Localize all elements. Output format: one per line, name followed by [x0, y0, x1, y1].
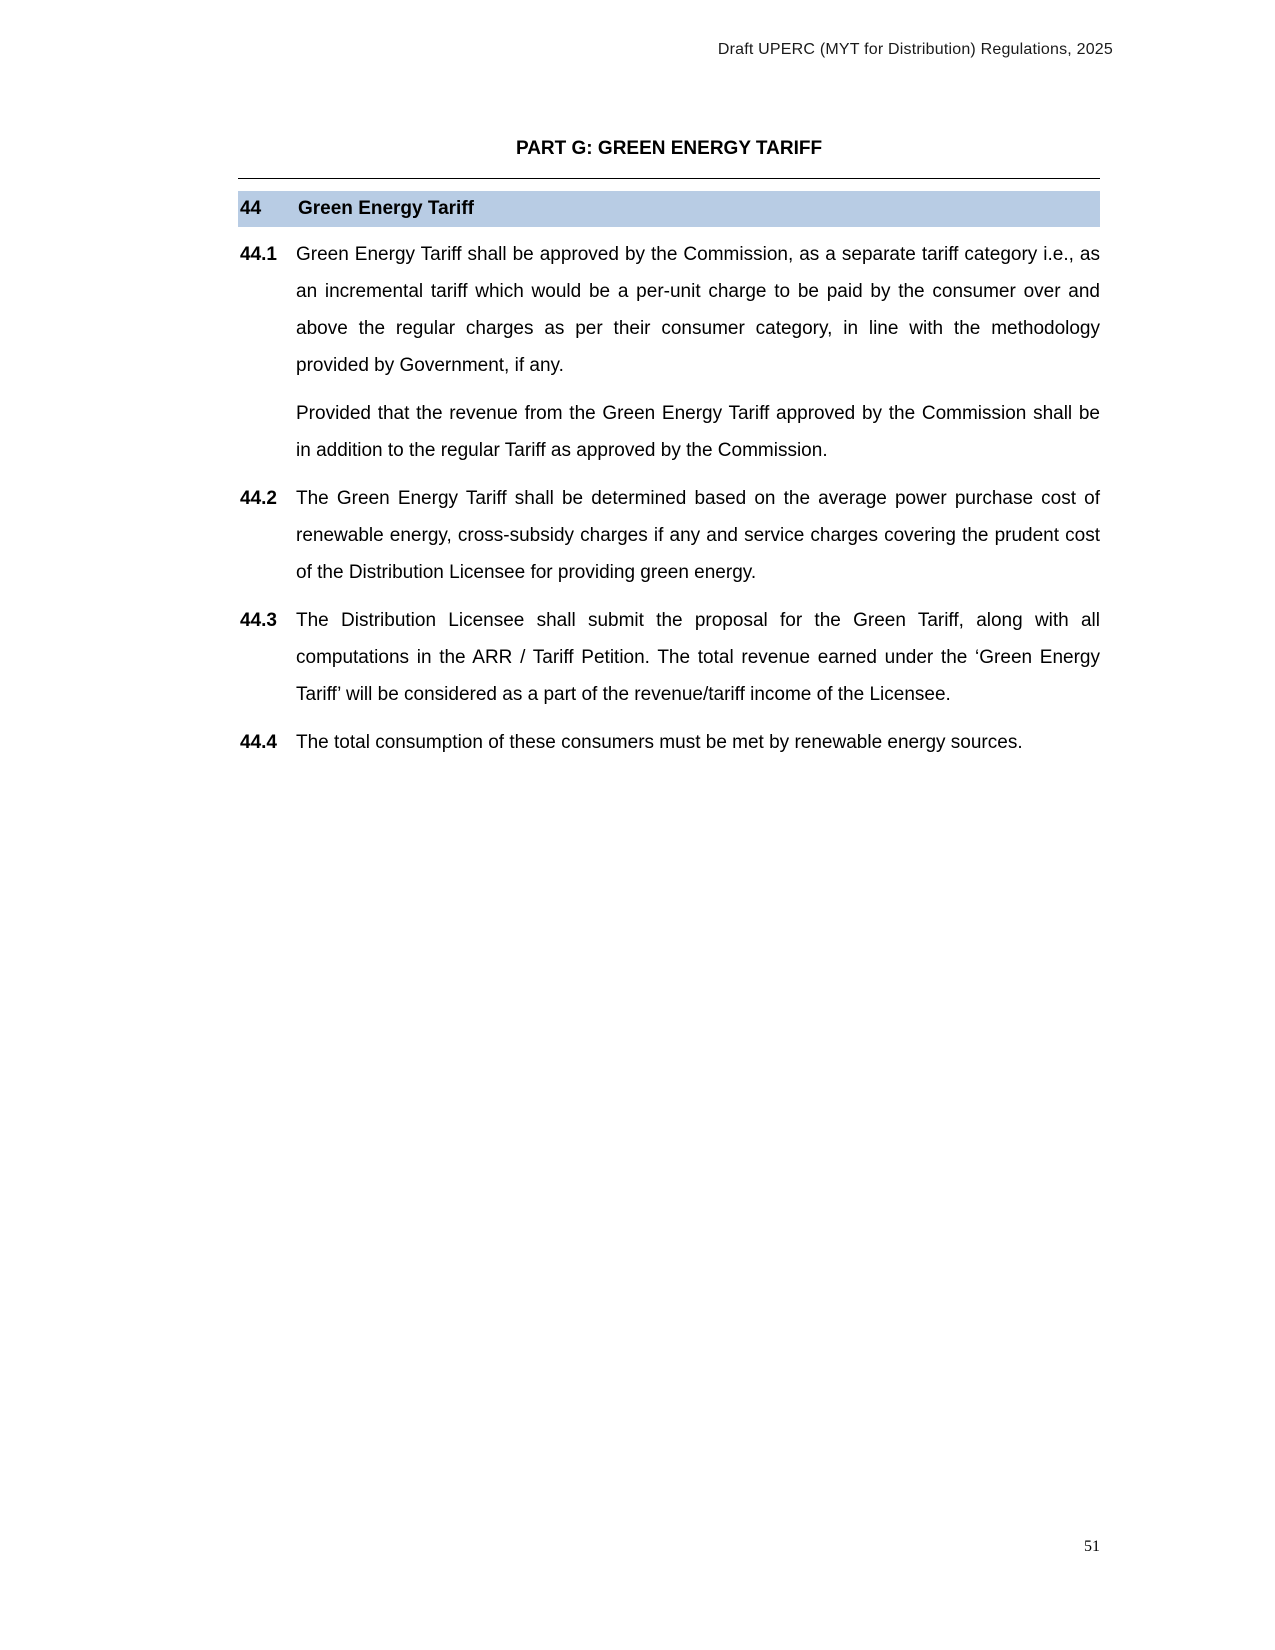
part-divider	[238, 178, 1100, 179]
part-title: PART G: GREEN ENERGY TARIFF	[515, 138, 823, 159]
clause-paragraph: The Green Energy Tariff shall be determined based on the average power purchase cost of renewable energy, cross-subsidy charges if any and service charges covering the prudent cost of the Distribution Licensee for providing green energy.	[296, 488, 1100, 583]
clause-text	[296, 724, 1100, 761]
clause-paragraph: The total consumption of these consumers must be met by renewable energy sources.	[296, 732, 1023, 753]
clause-number: 44.1	[240, 244, 277, 265]
clause-44-3	[238, 602, 1100, 713]
running-header: Draft UPERC (MYT for Distribution) Regulations, 2025	[717, 41, 1113, 58]
section-number: 44	[240, 198, 262, 219]
clause-44-4	[238, 724, 1100, 761]
clause-text	[296, 602, 1100, 713]
section-title: Green Energy Tariff	[298, 198, 474, 219]
clause-text	[296, 236, 1100, 469]
clause-number: 44.4	[240, 732, 277, 753]
clauses	[238, 236, 1100, 772]
clause-number: 44.3	[240, 610, 277, 631]
clause-paragraph: The Distribution Licensee shall submit the proposal for the Green Tariff, along with all computations in the ARR / Tariff Petition. The total revenue earned under the ‘Green Energy Tariff’ will be considered as a part of the revenue/tariff income of the Licensee.	[296, 610, 1100, 705]
clause-44-1	[238, 236, 1100, 469]
clause-number: 44.2	[240, 488, 277, 509]
clause-paragraph: Green Energy Tariff shall be approved by the Commission, as a separate tariff category i.e., as an incremental tariff which would be a per-unit charge to be paid by the consumer over and above the regular charges as per their consumer category, in line with the methodology provided by Government, if any.	[296, 244, 1100, 376]
section-heading	[238, 191, 1100, 227]
clause-text	[296, 480, 1100, 591]
clause-44-2	[238, 480, 1100, 591]
clause-proviso: Provided that the revenue from the Green Energy Tariff approved by the Commission shall be in addition to the regular Tariff as approved by the Commission.	[296, 403, 1100, 461]
page-number: 51	[1084, 1538, 1100, 1555]
